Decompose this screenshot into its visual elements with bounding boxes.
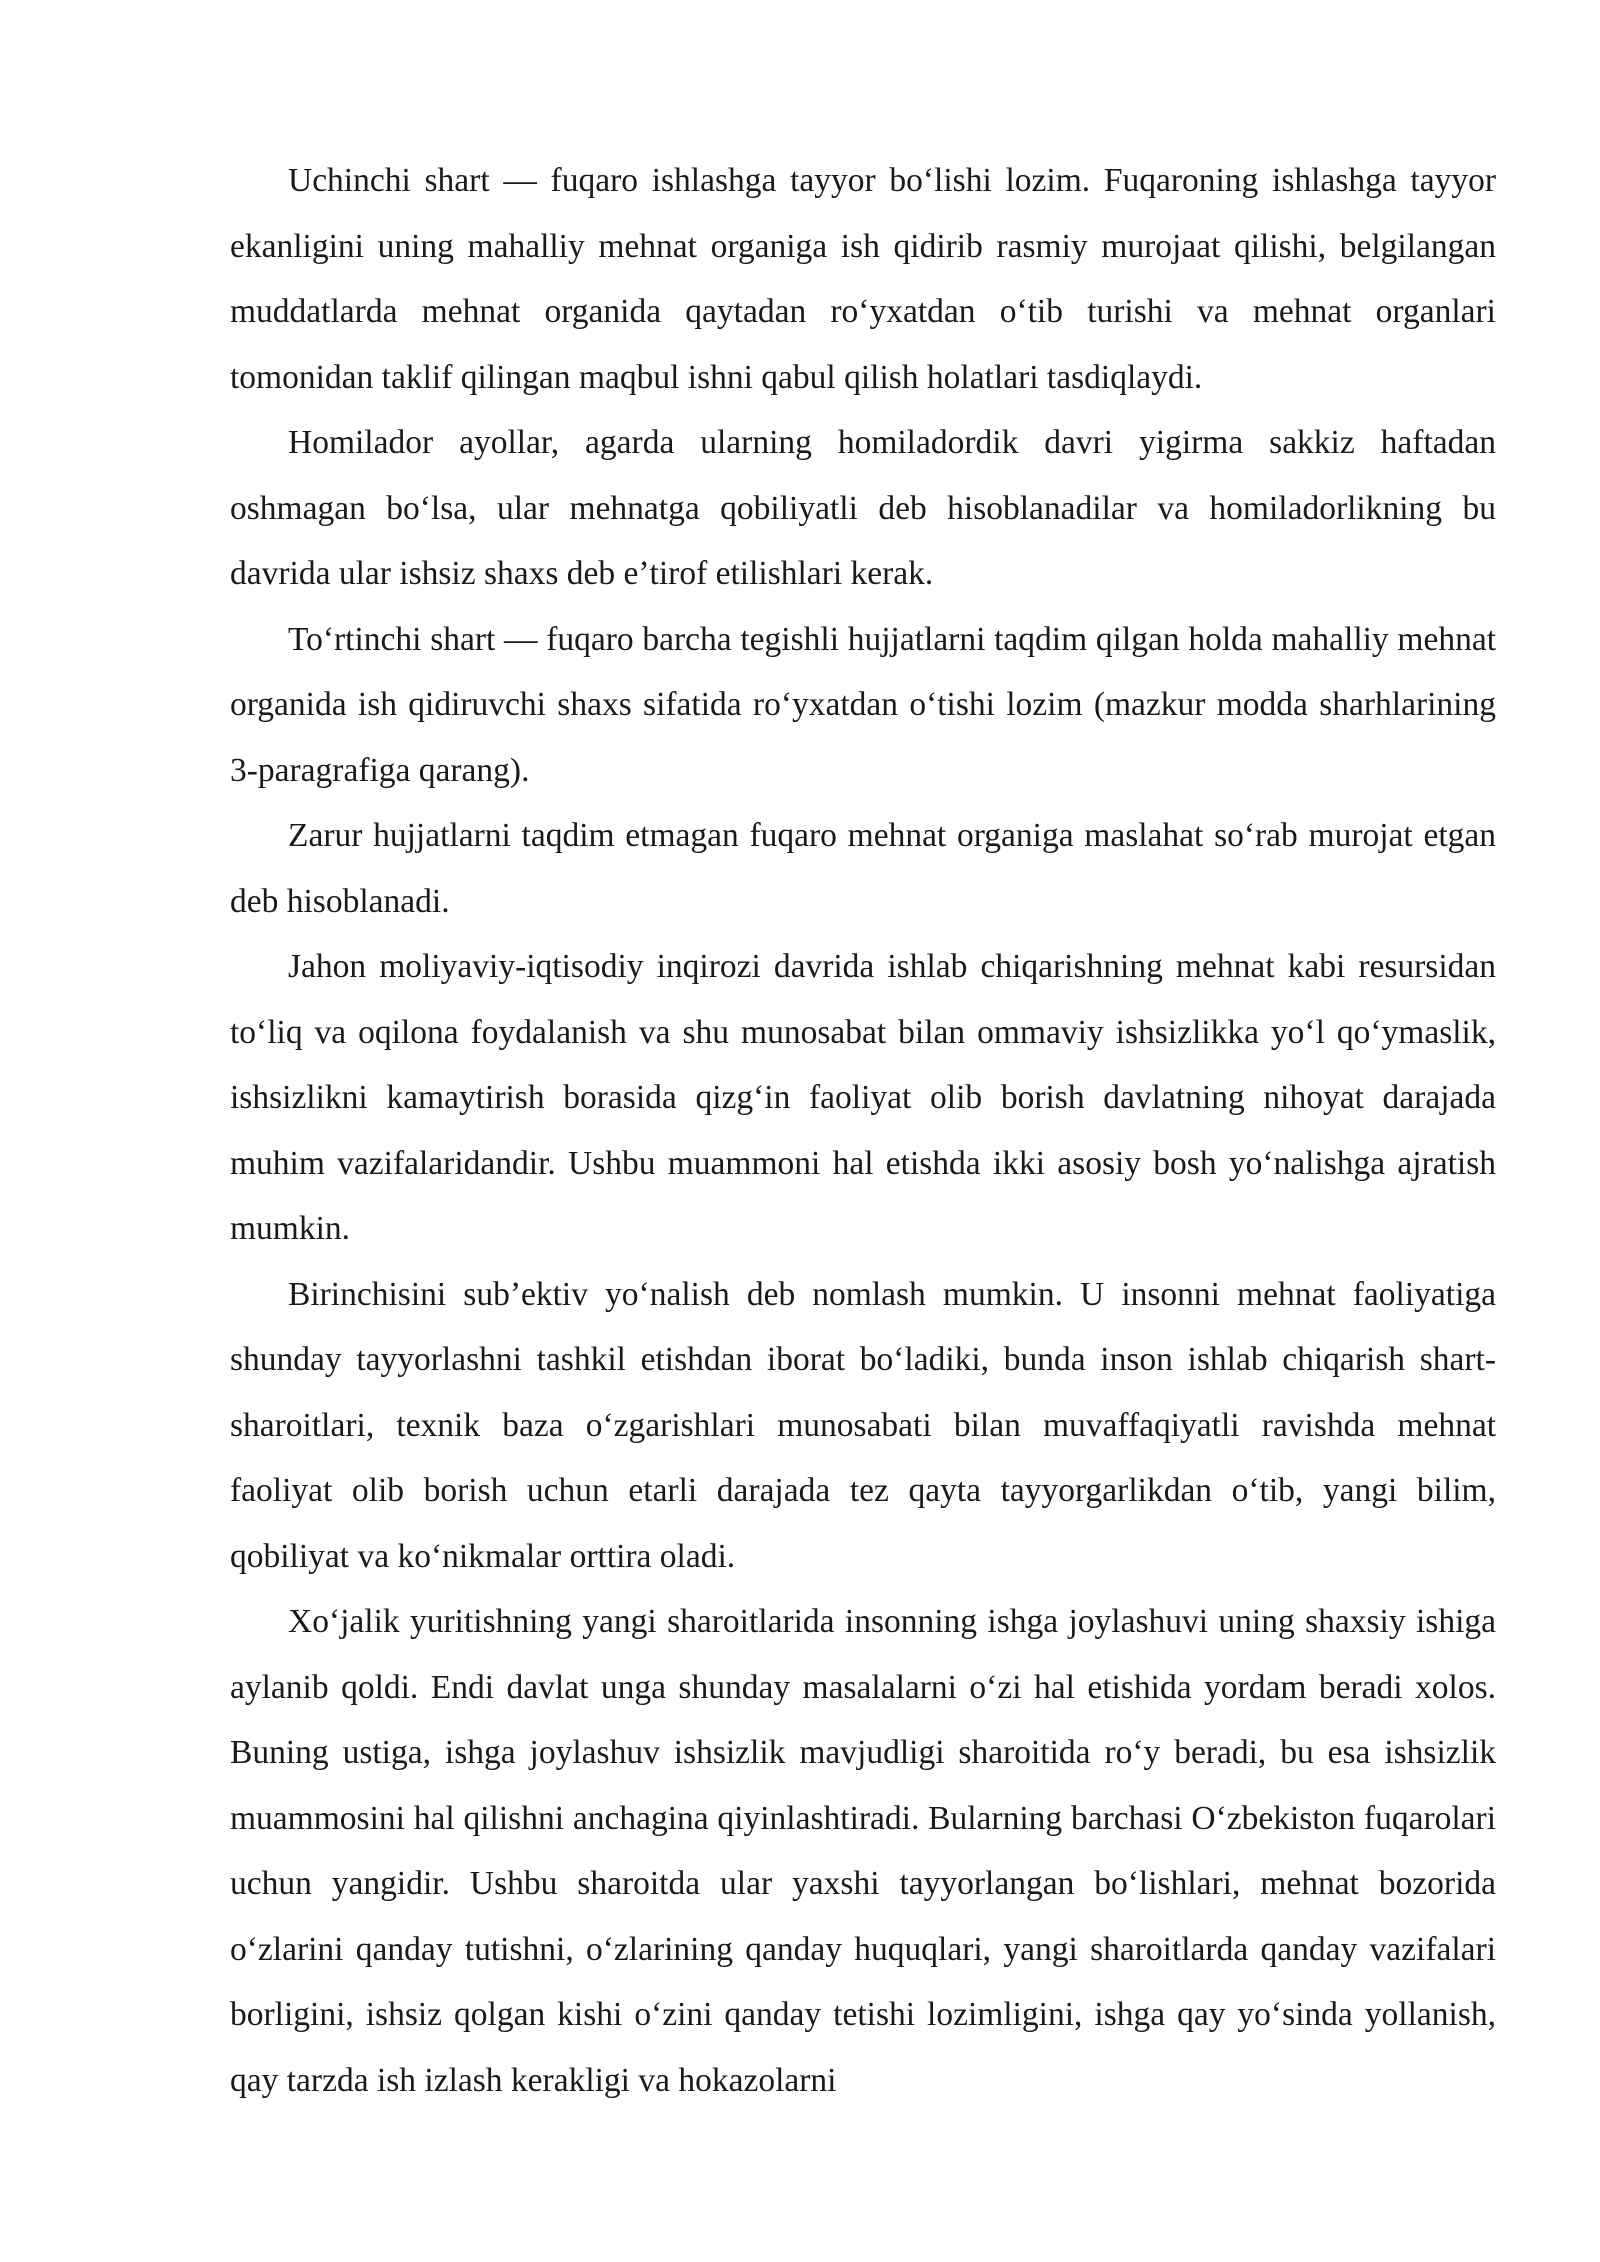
paragraph-2: Homilador ayollar, agarda ularning homiladordik davri yigirma sakkiz haftadan oshmagan boʻlsa, ular mehnatga qobiliyatli deb hisoblanadilar va homiladorlikning bu davrida ular ishsiz shaxs deb eʼtirof etilishlari kerak. <box>230 424 1496 592</box>
document-page <box>230 148 1496 2113</box>
paragraph-6: Birinchisini subʼektiv yoʻnalish deb nomlash mumkin. U insonni mehnat faoliyatiga shunday tayyorlashni tashkil etishdan iborat boʻladiki, bunda inson ishlab chiqarish shart-sharoitlari, texnik baza oʻzgarishlari munosabati bilan muvaffaqiyatli ravishda mehnat faoliyat olib borish uchun etarli darajada tez qayta tayyorgarlikdan oʻtib, yangi bilim, qobiliyat va koʻnikmalar orttira oladi. <box>230 1275 1496 1575</box>
paragraph-7: Xoʻjalik yuritishning yangi sharoitlarida insonning ishga joylashuvi uning shaxsiy ishiga aylanib qoldi. Endi davlat unga shunday masalalarni oʻzi hal etishida yordam beradi xolos. Buning ustiga, ishga joylashuv ishsizlik mavjudligi sharoitida roʻy beradi, bu esa ishsizlik muammosini hal qilishni anchagina qiyinlashtiradi. Bularning barchasi Oʻzbekiston fuqarolari uchun yangidir. Ushbu sharoitda ular yaxshi tayyorlangan boʻlishlari, mehnat bozorida oʻzlarini qanday tutishni, oʻzlarining qanday huquqlari, yangi sharoitlarda qanday vazifalari borligini, ishsiz qolgan kishi oʻzini qanday tetishi lozimligini, ishga qay yoʻsinda yollanish, qay tarzda ish izlash kerakligi va hokazolarni <box>230 1603 1496 2099</box>
paragraph-3: Toʻrtinchi shart — fuqaro barcha tegishli hujjatlarni taqdim qilgan holda mahalliy mehnat organida ish qidiruvchi shaxs sifatida roʻyxatdan oʻtishi lozim (mazkur modda sharhlarining 3-paragrafiga qarang). <box>230 620 1496 789</box>
paragraph-5: Jahon moliyaviy-iqtisodiy inqirozi davrida ishlab chiqarishning mehnat kabi resursidan toʻliq va oqilona foydalanish va shu munosabat bilan ommaviy ishsizlikka yoʻl qoʻymaslik, ishsizlikni kamaytirish borasida qizgʻin faoliyat olib borish davlatning nihoyat darajada muhim vazifalaridandir. Ushbu muammoni hal etishda ikki asosiy bosh yoʻnalishga ajratish mumkin. <box>230 948 1496 1247</box>
paragraph-1: Uchinchi shart — fuqaro ishlashga tayyor boʻlishi lozim. Fuqaroning ishlashga tayyor ekanligini uning mahalliy mehnat organiga ish qidirib rasmiy murojaat qilishi, belgilangan muddatlarda mehnat organida qaytadan roʻyxatdan oʻtib turishi va mehnat organlari tomonidan taklif qilingan maqbul ishni qabul qilish holatlari tasdiqlaydi. <box>230 162 1496 396</box>
paragraph-4: Zarur hujjatlarni taqdim etmagan fuqaro mehnat organiga maslahat soʻrab murojat etgan deb hisoblanadi. <box>230 817 1496 920</box>
